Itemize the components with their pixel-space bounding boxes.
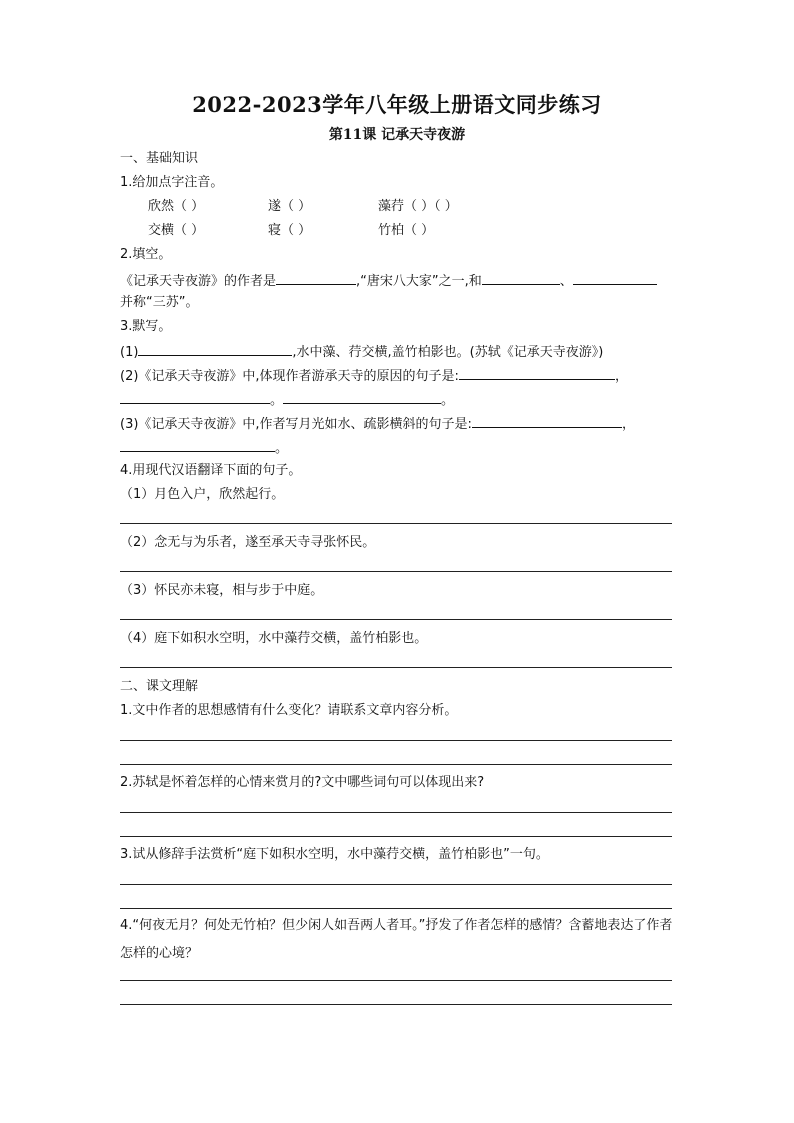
dictation-item-1 bbox=[120, 342, 603, 362]
answer-blank[interactable] bbox=[472, 414, 622, 428]
comprehension-question: 2.苏轼是怀着怎样的心情来赏月的?文中哪些词句可以体现出来? bbox=[120, 775, 485, 790]
answer-blank[interactable] bbox=[573, 271, 657, 285]
item-text: (2)《记承天寺夜游》中,体现作者游承天寺的原因的句子是: bbox=[120, 369, 459, 384]
comprehension-question: 1.文中作者的思想感情有什么变化？请联系文章内容分析。 bbox=[120, 703, 458, 718]
question-1-prompt: 1.给加点字注音。 bbox=[120, 175, 224, 190]
pinyin-item: 藻荇（ ）（ ） bbox=[378, 199, 458, 214]
translation-item: （4）庭下如积水空明，水中藻荇交横，盖竹柏影也。 bbox=[120, 631, 428, 646]
fill-text: ,“唐宋八大家”之一,和 bbox=[356, 274, 482, 289]
dictation-item-2 bbox=[120, 366, 628, 386]
dictation-item-3 bbox=[120, 414, 635, 434]
item-text: (3)《记承天寺夜游》中,作者写月光如水、疏影横斜的句子是: bbox=[120, 417, 472, 432]
question-3-prompt: 3.默写。 bbox=[120, 319, 172, 334]
answer-line[interactable] bbox=[120, 836, 672, 837]
answer-blank[interactable] bbox=[138, 342, 292, 356]
fill-in-line bbox=[120, 271, 657, 291]
answer-blank[interactable] bbox=[482, 271, 560, 285]
answer-blank[interactable] bbox=[459, 366, 615, 380]
item-number: (1) bbox=[120, 345, 139, 360]
answer-line[interactable] bbox=[120, 740, 672, 741]
punctuation: ， bbox=[614, 369, 628, 384]
comprehension-question: 4.“何夜无月？何处无竹柏？但少闲人如吾两人者耳。”抒发了作者怎样的感情？含蓄地表达了作者怎样的心境？ bbox=[120, 918, 673, 961]
answer-line[interactable] bbox=[120, 812, 672, 813]
lesson-subtitle: 第11课 记承天寺夜游 bbox=[328, 127, 466, 143]
section-heading-comprehension: 二、课文理解 bbox=[120, 679, 199, 694]
punctuation: 。 bbox=[275, 441, 289, 456]
comprehension-question: 3.试从修辞手法赏析“庭下如积水空明，水中藻荇交横，盖竹柏影也”一句。 bbox=[120, 847, 549, 862]
answer-line[interactable] bbox=[120, 571, 672, 572]
fill-text: 《记承天寺夜游》的作者是 bbox=[120, 274, 277, 289]
question-4-prompt: 4.用现代汉语翻译下面的句子。 bbox=[120, 463, 302, 478]
pinyin-item: 寝（ ） bbox=[268, 223, 312, 238]
question-2-prompt: 2.填空。 bbox=[120, 247, 172, 262]
fill-text: 并称“三苏”。 bbox=[120, 295, 199, 310]
translation-item: （2）念无与为乐者，遂至承天寺寻张怀民。 bbox=[120, 535, 376, 550]
answer-line[interactable] bbox=[120, 667, 672, 668]
pinyin-item: 遂（ ） bbox=[268, 199, 312, 214]
answer-blank[interactable] bbox=[120, 390, 270, 404]
answer-line[interactable] bbox=[120, 884, 672, 885]
dictation-item-3-cont bbox=[120, 438, 288, 458]
answer-line[interactable] bbox=[120, 980, 672, 981]
translation-item: （1）月色入户，欣然起行。 bbox=[120, 487, 285, 502]
answer-blank[interactable] bbox=[120, 438, 275, 452]
punctuation: ， bbox=[621, 417, 635, 432]
answer-line[interactable] bbox=[120, 1004, 672, 1005]
section-heading-basics: 一、基础知识 bbox=[120, 151, 199, 166]
pinyin-item: 欣然（ ） bbox=[148, 199, 205, 214]
answer-blank[interactable] bbox=[276, 271, 356, 285]
dictation-item-2-cont bbox=[120, 390, 454, 410]
translation-item: （3）怀民亦未寝，相与步于中庭。 bbox=[120, 583, 324, 598]
answer-line[interactable] bbox=[120, 908, 672, 909]
answer-line[interactable] bbox=[120, 764, 672, 765]
answer-blank[interactable] bbox=[283, 390, 441, 404]
fill-text: 、 bbox=[559, 274, 573, 289]
answer-line[interactable] bbox=[120, 523, 672, 524]
item-text: ,水中藻、荇交横,盖竹柏影也。(苏轼《记承天寺夜游》) bbox=[292, 345, 604, 360]
punctuation: 。 bbox=[441, 393, 455, 408]
pinyin-item: 竹柏（ ） bbox=[378, 223, 435, 238]
pinyin-item: 交横（ ） bbox=[148, 223, 205, 238]
page-title: 2022-2023学年八年级上册语文同步练习 bbox=[192, 92, 602, 117]
punctuation: 。 bbox=[270, 393, 284, 408]
answer-line[interactable] bbox=[120, 619, 672, 620]
